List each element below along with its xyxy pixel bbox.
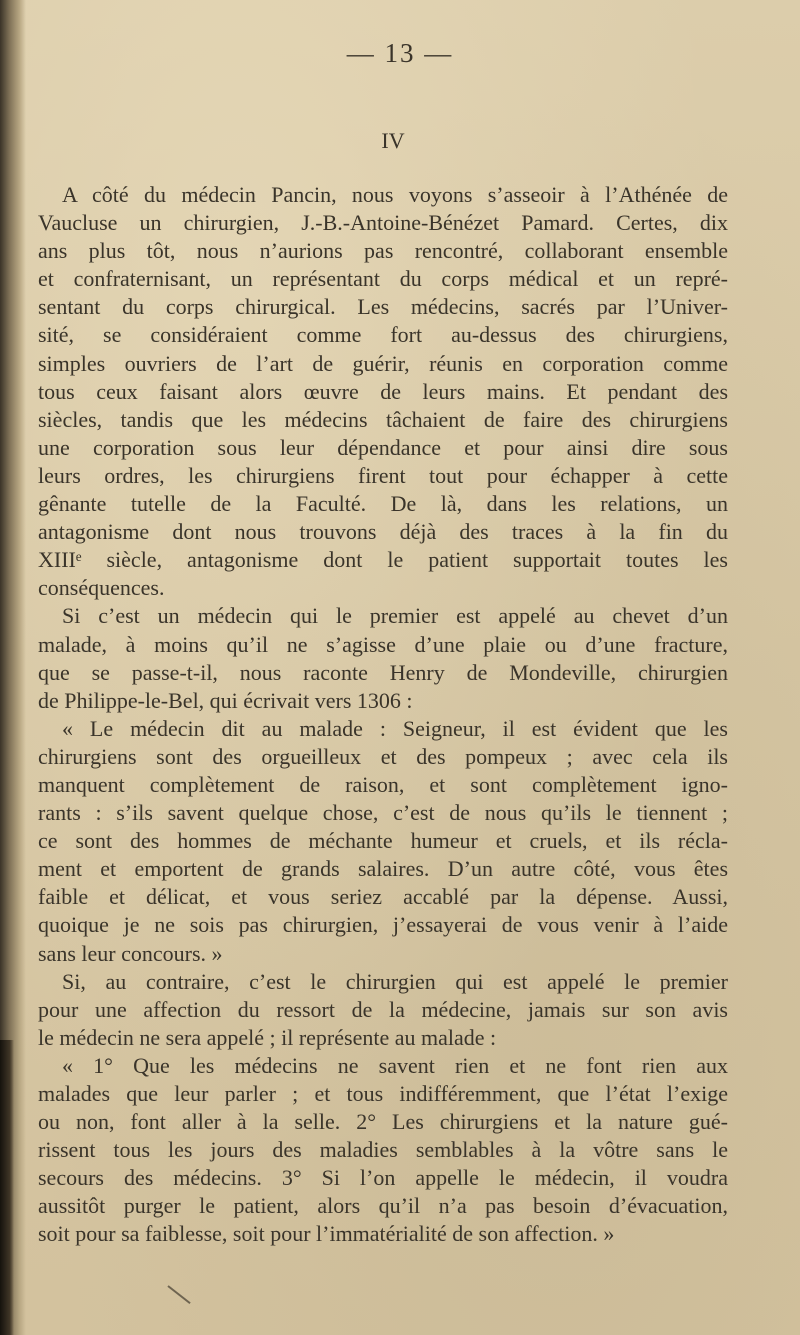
text-line: ou non, font aller à la selle. 2° Les chirurgiens et la nature gué- (38, 1109, 728, 1135)
text-line: manquent complètement de raison, et sont complètement igno- (38, 771, 728, 797)
text-line: aussitôt purger le patient, alors qu’il n’a pas besoin d’évacuation, (38, 1193, 728, 1219)
text-line: rissent tous les jours des maladies semblables à la vôtre sans le (38, 1137, 728, 1163)
text-line: malades que leur parler ; et tous indifféremment, que l’état l’exige (38, 1081, 728, 1106)
text-line: « Le médecin dit au malade : Seigneur, il est évident que les (62, 715, 728, 741)
text-line: sentant du corps chirurgical. Les médecins, sacrés par l’Univer- (38, 294, 728, 320)
text-line: Si, au contraire, c’est le chirurgien qui est appelé le premier (62, 968, 728, 994)
text-line: Si c’est un médecin qui le premier est appelé au chevet d’un (62, 603, 728, 629)
text-line: leurs ordres, les chirurgiens firent tout pour échapper à cette (38, 462, 728, 488)
text-line: et confraternisant, un représentant du corps médical et un repré- (38, 266, 728, 292)
text-line: sans leur concours. » (38, 940, 223, 966)
text-line: conséquences. (38, 575, 165, 601)
text-line: faible et délicat, et vous seriez accablé par la dépense. Aussi, (38, 884, 728, 910)
body-text (38, 181, 728, 1249)
stray-pen-mark (167, 1285, 190, 1304)
text-line: gênante tutelle de la Faculté. De là, dans les relations, un (38, 491, 728, 517)
section-heading: IV (381, 128, 405, 153)
text-line: « 1° Que les médecins ne savent rien et ne font rien aux (62, 1052, 728, 1078)
text-line: rants : s’ils savent quelque chose, c’est de nous qu’ils le tiennent ; (38, 800, 728, 826)
page-number: — 13 — (346, 38, 454, 68)
text-line: ans plus tôt, nous n’aurions pas rencontré, collaborant ensemble (38, 238, 728, 264)
text-line: antagonisme dont nous trouvons déjà des traces à la fin du (38, 519, 728, 545)
text-line: le médecin ne sera appelé ; il représente au malade : (38, 1024, 497, 1050)
text-line: ment et emportent de grands salaires. D’un autre côté, vous êtes (38, 856, 728, 882)
text-line: pour une affection du ressort de la médecine, jamais sur son avis (38, 996, 728, 1022)
text-line: siècles, tandis que les médecins tâchaient de faire des chirurgiens (38, 406, 728, 432)
text-line: XIIIᵉ siècle, antagonisme dont le patient supportait toutes les (38, 547, 728, 573)
text-line: tous ceux faisant alors œuvre de leurs mains. Et pendant des (38, 378, 728, 404)
text-line: sité, se considéraient comme fort au-dessus des chirurgiens, (38, 322, 728, 348)
text-line: que se passe-t-il, nous raconte Henry de Mondeville, chirurgien (38, 659, 728, 685)
text-line: malade, à moins qu’il ne s’agisse d’une plaie ou d’une fracture, (38, 631, 728, 657)
text-line: de Philippe-le-Bel, qui écrivait vers 1306 : (38, 687, 413, 713)
text-line: soit pour sa faiblesse, soit pour l’immatérialité de son affection. » (38, 1221, 615, 1247)
binding-edge (0, 1040, 14, 1335)
text-line: ce sont des hommes de méchante humeur et cruels, et ils récla- (38, 828, 728, 854)
text-line: simples ouvriers de l’art de guérir, réunis en corporation comme (38, 350, 728, 376)
text-line: A côté du médecin Pancin, nous voyons s’asseoir à l’Athénée de (62, 182, 728, 207)
text-line: une corporation sous leur dépendance et pour ainsi dire sous (38, 434, 728, 460)
text-line: quoique je ne sois pas chirurgien, j’essayerai de vous venir à l’aide (38, 912, 728, 938)
text-line: Vaucluse un chirurgien, J.-B.-Antoine-Bénézet Pamard. Certes, dix (38, 210, 728, 236)
text-line: chirurgiens sont des orgueilleux et des pompeux ; avec cela ils (38, 743, 728, 769)
text-line: secours des médecins. 3° Si l’on appelle le médecin, il voudra (38, 1165, 728, 1191)
